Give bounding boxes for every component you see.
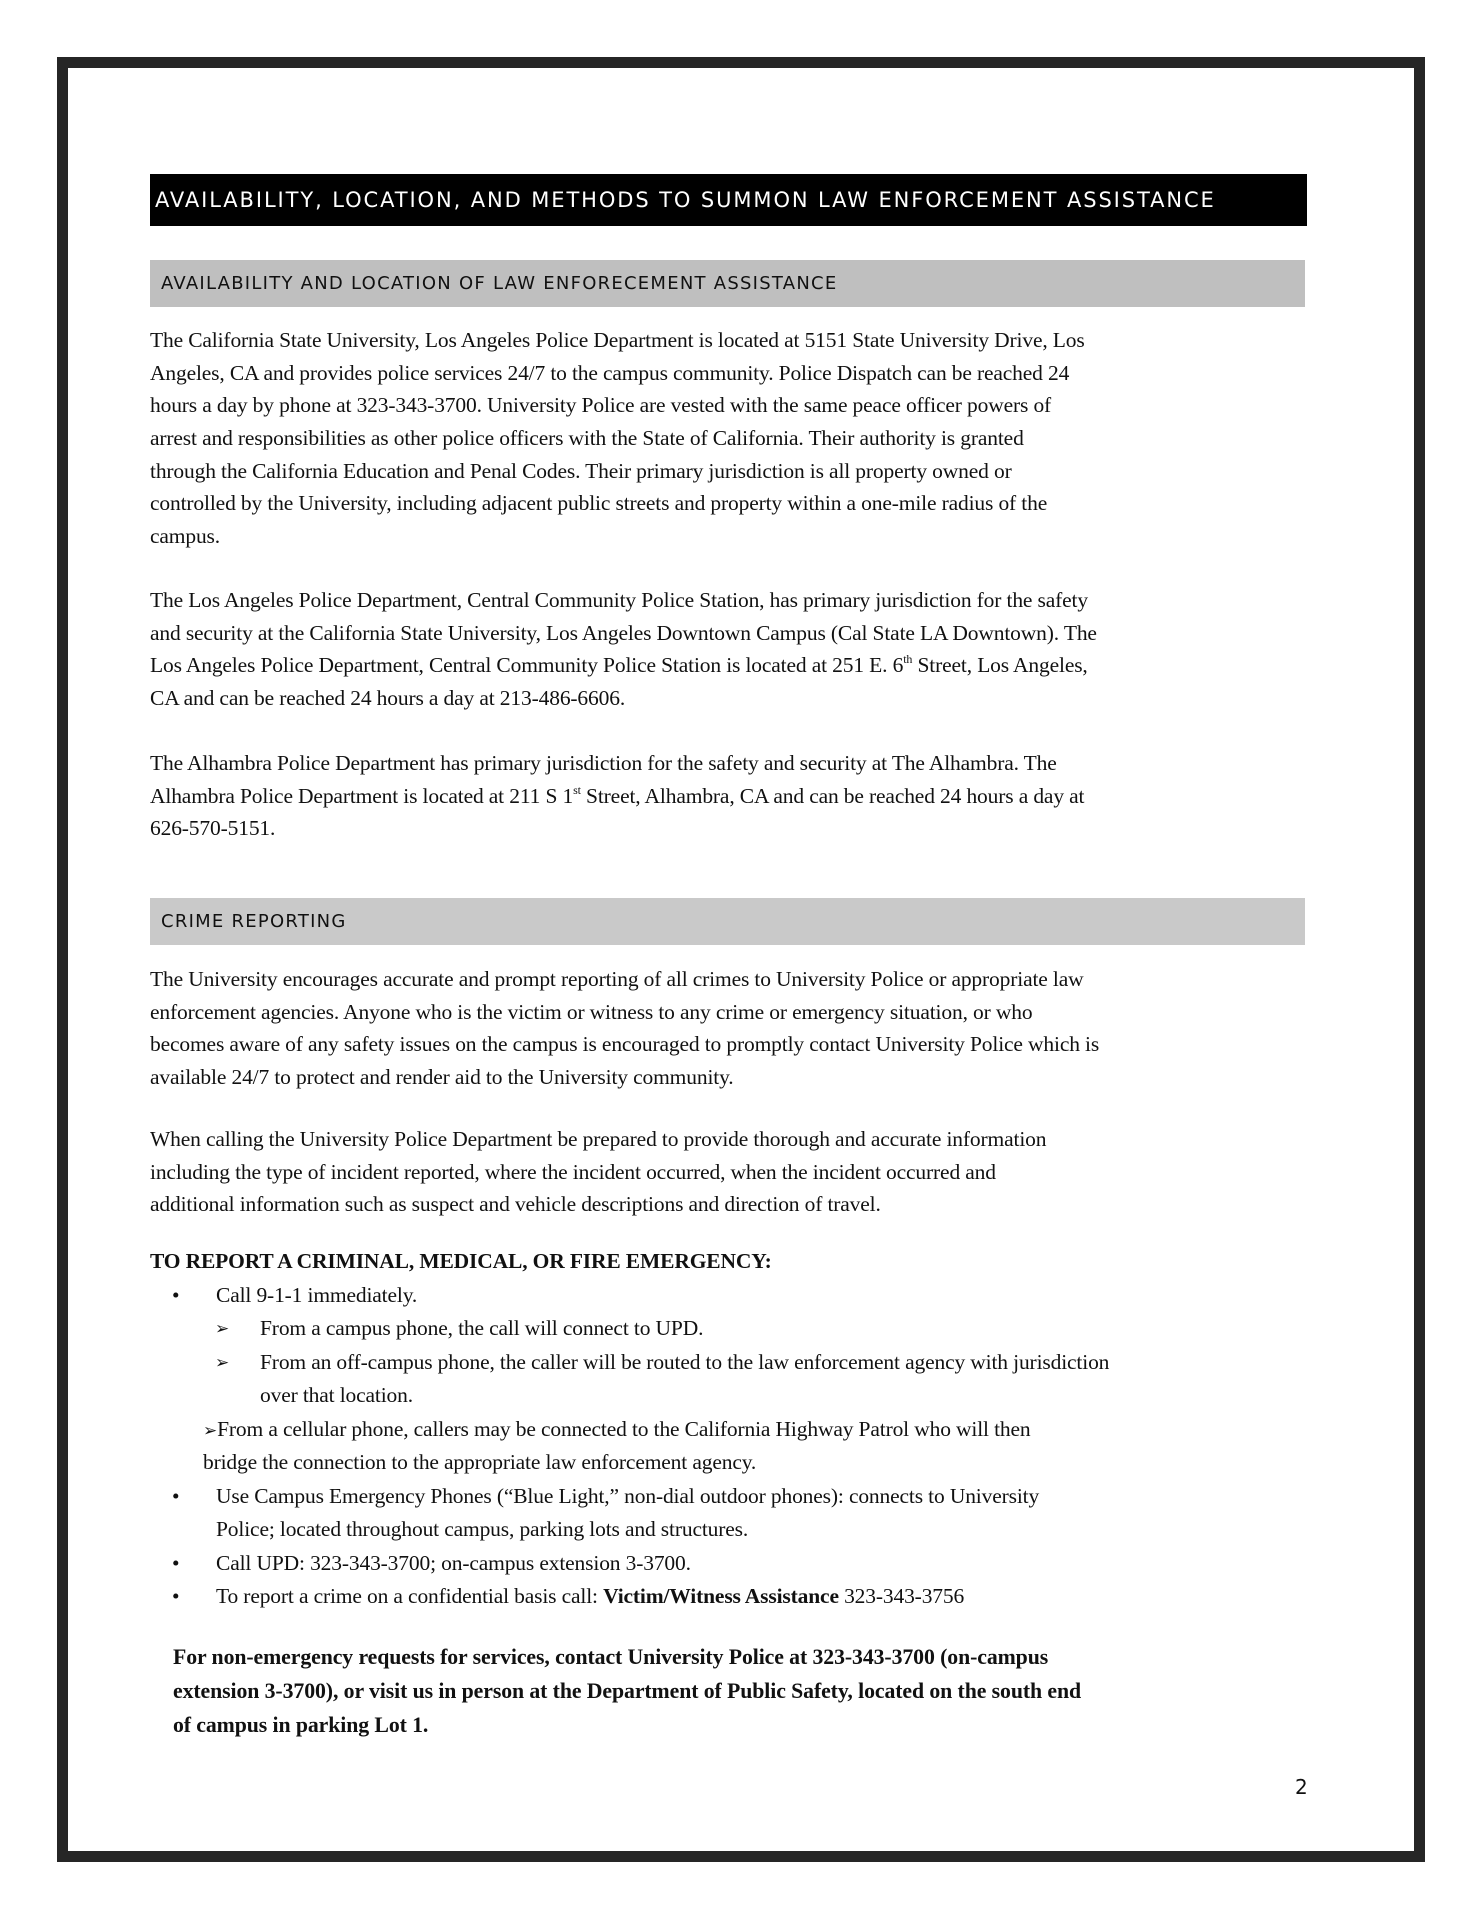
list-item-text: bridge the connection to the appropriate law enforcement agency. xyxy=(203,1450,757,1474)
list-item-continuation xyxy=(150,1446,1320,1480)
text-line: including the type of incident reported, where the incident occurred, when the incident occurred and xyxy=(150,1159,996,1184)
text-line xyxy=(150,780,1320,813)
text-line: The University encourages accurate and prompt reporting of all crimes to University Police or appropriate law xyxy=(150,967,1084,991)
list-item xyxy=(150,1346,1320,1380)
text-line: CA and can be reached 24 hours a day at 213-486-6606. xyxy=(150,686,626,711)
section-heading-text: CRIME REPORTING xyxy=(161,911,347,932)
list-item-continuation xyxy=(150,1379,1320,1413)
text-line: of campus in parking Lot 1. xyxy=(173,1713,429,1737)
text-line: enforcement agencies. Anyone who is the victim or witness to any crime or emergency situation, or who xyxy=(150,999,1033,1024)
text-line: available 24/7 to protect and render aid to the University community. xyxy=(150,1065,734,1090)
text-line: controlled by the University, including adjacent public streets and property within a one-mile radius of the xyxy=(150,491,1048,516)
text-line: The California State University, Los Angeles Police Department is located at 5151 State University Drive, Los xyxy=(150,328,1085,352)
list-item-text: Police; located throughout campus, parking lots and structures. xyxy=(216,1517,749,1541)
list-item-text-segment: From a cellular phone, callers may be connected to the California Highway Patrol who will then xyxy=(217,1416,1031,1441)
list-item xyxy=(150,1279,1320,1313)
list-item-text: over that location. xyxy=(260,1383,413,1407)
section-heading-text: AVAILABILITY AND LOCATION OF LAW ENFORECEMENT ASSISTANCE xyxy=(161,273,838,294)
list-item-text: Call 9-1-1 immediately. xyxy=(216,1282,418,1307)
section-heading-crime-reporting xyxy=(150,898,1305,945)
text-line: becomes aware of any safety issues on the campus is encouraged to promptly contact University Police which is xyxy=(150,1032,1100,1057)
text-line: When calling the University Police Department be prepared to provide thorough and accurate information xyxy=(150,1127,1047,1151)
text-line: The Los Angeles Police Department, Central Community Police Station, has primary jurisdiction for the safety xyxy=(150,588,1088,612)
list-item-text: Use Campus Emergency Phones (“Blue Light,” non-dial outdoor phones): connects to University xyxy=(216,1483,1040,1508)
page-number: 2 xyxy=(1295,1775,1308,1799)
text-line: campus. xyxy=(150,524,221,549)
list-item xyxy=(150,1580,1320,1614)
paragraph-lapd-central xyxy=(150,584,1320,715)
text-line: extension 3-3700), or visit us in person at the Department of Public Safety, located on the south end xyxy=(173,1679,1081,1703)
list-item-text xyxy=(203,1413,1031,1448)
text-segment: Alhambra Police Department is located at 211 S 1 xyxy=(150,783,574,808)
text-line: additional information such as suspect and vehicle descriptions and direction of travel. xyxy=(150,1192,881,1217)
text-line: and security at the California State University, Los Angeles Downtown Campus (Cal State LA Downtown). The xyxy=(150,620,1097,645)
bullet-icon: • xyxy=(172,1483,180,1508)
text-line: 626-570-5151. xyxy=(150,816,276,841)
text-segment: Street, Alhambra, CA and can be reached 24 hours a day at xyxy=(580,783,1085,808)
document-title: AVAILABILITY, LOCATION, AND METHODS TO SUMMON LAW ENFORCEMENT ASSISTANCE xyxy=(155,188,1216,212)
superscript: st xyxy=(573,782,581,797)
list-item-continuation xyxy=(150,1513,1320,1547)
arrow-bullet-icon: ➢ xyxy=(203,1420,218,1440)
list-item xyxy=(150,1312,1320,1346)
list-item xyxy=(150,1480,1320,1514)
emergency-instructions xyxy=(150,1245,1320,1614)
list-item-text: From an off-campus phone, the caller will be routed to the law enforcement agency with jurisdiction xyxy=(260,1349,1110,1374)
non-emergency-note xyxy=(173,1640,1313,1742)
text-line: The Alhambra Police Department has primary jurisdiction for the safety and security at The Alhambra. The xyxy=(150,751,1057,775)
paragraph-calling-info xyxy=(150,1123,1320,1221)
text-line: Angeles, CA and provides police services 24/7 to the campus community. Police Dispatch can be reached 24 xyxy=(150,360,1070,385)
bullet-icon: • xyxy=(172,1584,180,1608)
text-line: hours a day by phone at 323-343-3700. University Police are vested with the same peace officer powers of xyxy=(150,393,1052,418)
section-heading-availability xyxy=(150,260,1305,307)
list-item-text: From a campus phone, the call will connect to UPD. xyxy=(260,1316,704,1340)
victim-witness-assistance-label: Victim/Witness Assistance xyxy=(603,1584,839,1608)
text-segment: Los Angeles Police Department, Central Community Police Station is located at 251 E. 6 xyxy=(150,653,904,678)
arrow-bullet-icon: ➢ xyxy=(215,1352,230,1372)
paragraph-ucla-pd xyxy=(150,324,1320,553)
arrow-bullet-icon: ➢ xyxy=(215,1319,230,1338)
paragraph-encourage-reporting xyxy=(150,963,1320,1094)
paragraph-alhambra-pd xyxy=(150,747,1320,845)
list-item-text xyxy=(216,1580,964,1614)
text-line: arrest and responsibilities as other police officers with the State of California. Their authority is granted xyxy=(150,426,1024,451)
text-line: through the California Education and Penal Codes. Their primary jurisdiction is all property owned or xyxy=(150,458,1012,483)
superscript: th xyxy=(903,652,913,667)
victim-witness-phone: 323-343-3756 xyxy=(838,1584,965,1608)
list-item-text-segment: To report a crime on a confidential basis call: xyxy=(216,1584,604,1608)
text-segment: Street, Los Angeles, xyxy=(912,653,1088,678)
bullet-icon: • xyxy=(172,1550,180,1575)
document-title-bar xyxy=(150,174,1307,226)
text-line: For non-emergency requests for services, contact University Police at 323-343-3700 (on-campus xyxy=(173,1645,1049,1669)
text-line xyxy=(150,649,1320,682)
bullet-icon: • xyxy=(172,1282,180,1307)
list-item-text: Call UPD: 323-343-3700; on-campus extension 3-3700. xyxy=(216,1550,691,1575)
emergency-heading: TO REPORT A CRIMINAL, MEDICAL, OR FIRE EMERGENCY: xyxy=(150,1249,772,1273)
list-item xyxy=(150,1547,1320,1581)
list-item xyxy=(150,1413,1320,1447)
